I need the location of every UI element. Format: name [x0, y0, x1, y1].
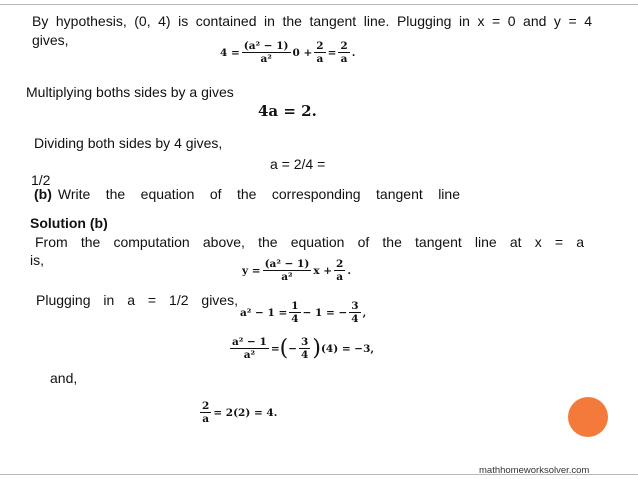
eq1-mid: 0 +	[292, 46, 313, 59]
eq1-fraction-2: $\frac{2}{a}$	[316, 40, 324, 65]
equation-1: 4 = $\frac{\text{(a² − 1)}}{\text{a²}}$ 0 + $\frac{2}{a}$ = $\frac{2}{a}$ .	[220, 40, 356, 65]
eq5-fraction-2: $\frac{3}{4}$	[301, 336, 309, 361]
orange-circle-decoration	[568, 397, 608, 437]
hypothesis-text-line1: By hypothesis, (0, 4) is contained in the tangent line. Plugging in x = 0 and y = 4	[32, 13, 592, 29]
eq5-fraction-1: $\frac{\text{a² − 1}}{\text{a²}}$	[232, 336, 267, 361]
eq1-lhs: 4 =	[220, 46, 240, 59]
solution-heading: Solution (b)	[30, 215, 108, 231]
hypothesis-text-line2: gives,	[32, 32, 69, 48]
eq3-fraction-1: $\frac{\text{(a² − 1)}}{\text{a²}}$	[264, 258, 310, 283]
equation-6: $\frac{2}{a}$ = 2(2) = 4.	[202, 400, 278, 425]
eq1-fraction-3: $\frac{2}{a}$	[340, 40, 348, 65]
eq6-fraction: $\frac{2}{a}$	[202, 400, 210, 425]
equation-5: $\frac{\text{a² − 1}}{\text{a²}}$ = ( − $\frac{3}{4}$ ) (4) = −3,	[232, 335, 375, 361]
top-border	[0, 4, 638, 5]
dividing-text: Dividing both sides by 4 gives,	[34, 135, 223, 151]
part-b-question	[34, 186, 460, 203]
eq3-fraction-2: $\frac{2}{a}$	[336, 258, 344, 283]
plugging-text: Plugging in a = 1/2 gives,	[36, 292, 238, 308]
eq4-fraction-2: $\frac{3}{4}$	[351, 300, 359, 325]
part-b-label: (b)	[34, 186, 52, 202]
equation-2: 4a = 2.	[258, 102, 317, 120]
and-text: and,	[50, 370, 78, 386]
eq4-fraction-1: $\frac{1}{4}$	[291, 300, 299, 325]
part-b-text: Write the equation of the corresponding tangent line	[57, 186, 460, 202]
equation-3: y = $\frac{\text{(a² − 1)}}{\text{a²}}$ x + $\frac{2}{a}$ .	[242, 258, 352, 283]
eq1-equals: =	[327, 46, 337, 59]
dividing-result: a = 2/4 =	[270, 156, 326, 172]
multiplying-text: Multiplying boths sides by a gives	[26, 84, 234, 100]
solution-text-line1: From the computation above, the equation of the tangent line at x = a	[35, 234, 584, 250]
footer-website: mathhomeworksolver.com	[479, 465, 590, 476]
eq1-fraction-1: $\frac{\text{(a² − 1)}}{\text{a²}}$	[243, 40, 289, 65]
equation-4: a² − 1 = $\frac{1}{4}$ − 1 = − $\frac{3}{4}$ ,	[240, 300, 367, 325]
solution-text-line2: is,	[30, 252, 44, 268]
dividing-result-continued: 1/2	[31, 172, 51, 188]
